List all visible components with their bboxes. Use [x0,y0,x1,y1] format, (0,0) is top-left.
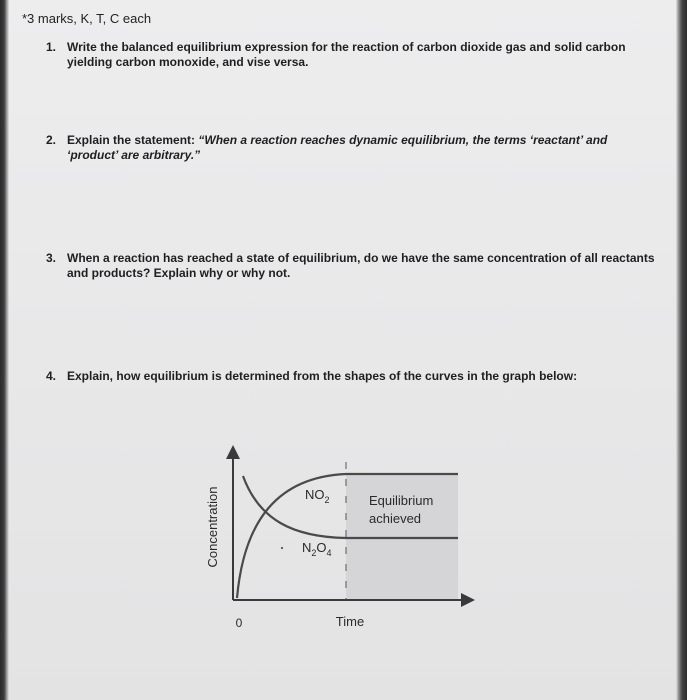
question-number: 2. [46,133,57,147]
y-axis-label: Concentration [205,486,220,568]
x-axis-label: Time [335,614,365,629]
series-no2-label: $NO_2$ [305,487,330,505]
x-origin-label: 0 [235,616,243,630]
question-text-prefix: Explain the statement: [67,133,199,147]
series-n2o4-label: $N_2O_4$ [302,540,332,558]
question-number: 1. [46,40,57,54]
question-text: Write the balanced equilibrium expression for the reaction of carbon dioxide gas and solid carbon yielding carbon monoxide, and vise versa. [67,40,626,69]
question-number: 4. [46,369,57,383]
question-text: When a reaction has reached a state of equilibrium, do we have the same concentration of all reactants and products? Explain why or why not. [67,251,655,280]
question-number: 3. [46,251,57,265]
quoted-statement: “When a reaction reaches dynamic equilibrium, the terms ‘reactant’ and ‘product’ are arbitrary.” [67,133,608,162]
equilibrium-label-line1: Equilibrium [369,493,434,508]
stray-dot [281,547,283,549]
marks-note: *3 marks, K, T, C each [22,11,152,26]
equilibrium-label-line2: achieved [369,511,422,526]
question-text: Explain, how equilibrium is determined from the shapes of the curves in the graph below: [67,369,578,383]
